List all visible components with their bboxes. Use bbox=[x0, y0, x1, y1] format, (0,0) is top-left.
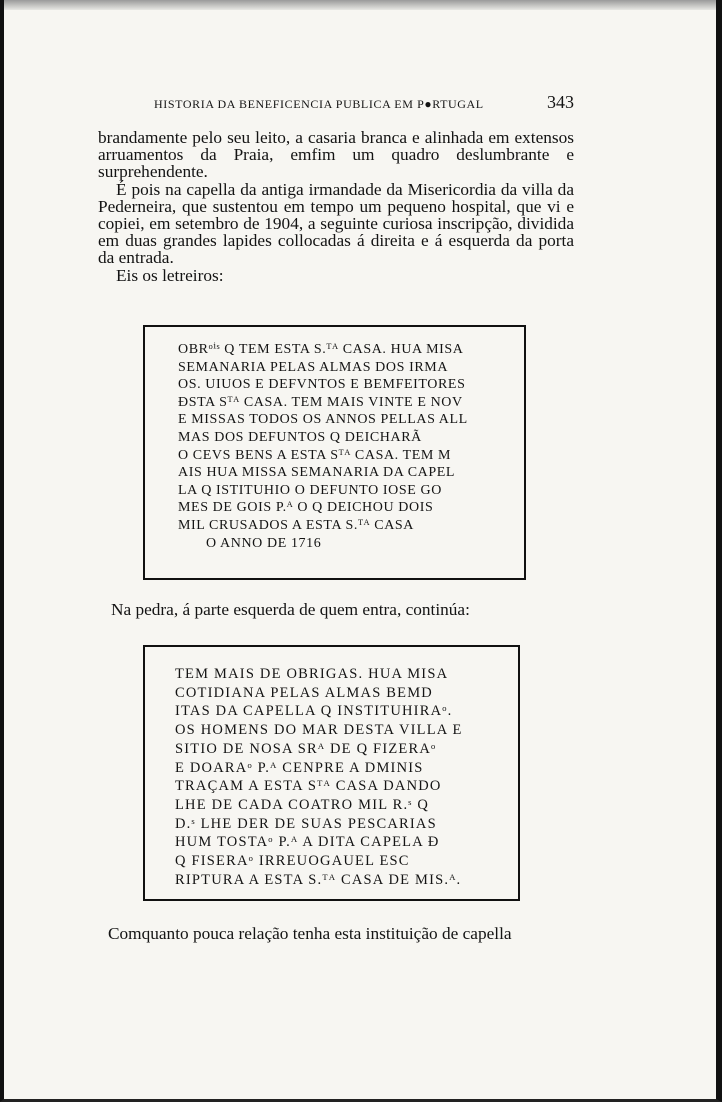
inscription-line: E DOARAᵒ P.ᴬ CENPRE A DMINIS bbox=[175, 759, 424, 776]
running-head: HISTORIA DA BENEFICENCIA PUBLICA EM P●RTUGAL bbox=[154, 97, 484, 111]
inscription-line: E MISSAS TODOS OS ANNOS PELLAS ALL bbox=[178, 412, 468, 428]
paragraph: É pois na capella da antiga irmandade da Misericordia da villa da Pederneira, que sustentou em tempo um pequeno hospital, que vi e copiei, em setembro de 1904, a seguinte curiosa inscripção, dividida em duas grandes lapides collocadas á direita e á esquerda da porta da entrada. bbox=[98, 179, 574, 268]
inscription-line: O ANNO DE 1716 bbox=[206, 535, 322, 551]
paragraph: brandamente pelo seu leito, a casaria branca e alinhada em extensos arruamentos da Praia, emfim um quadro deslumbrante e surprehendente. bbox=[98, 128, 574, 182]
inscription-line: OS HOMENS DO MAR DESTA VILLA E bbox=[175, 722, 463, 739]
inscription-line: OS. UIUOS E DEFVNTOS E BEMFEITORES bbox=[178, 377, 466, 393]
inscription-line: TEM MAIS DE OBRIGAS. HUA MISA bbox=[175, 666, 449, 682]
inscription-line: ÐSTA Sᵀᴬ CASA. TEM MAIS VINTE E NOV bbox=[178, 394, 463, 410]
caption: Na pedra, á parte esquerda de quem entra, continúa: bbox=[111, 600, 470, 619]
page-header bbox=[154, 92, 574, 113]
inscription-line: COTIDIANA PELAS ALMAS BEMD bbox=[175, 684, 433, 701]
inscription-line: OBRᵒⁱˢ Q TEM ESTA S.ᵀᴬ CASA. HUA MISA bbox=[178, 342, 464, 357]
scan-edge bbox=[4, 0, 716, 10]
inscription-box-1 bbox=[143, 325, 526, 580]
inscription-line: LHE DE CADA COATRO MIL R.ˢ Q bbox=[175, 796, 430, 813]
inscription-line: ITAS DA CAPELLA Q INSTITUHIRAᵒ. bbox=[175, 703, 453, 720]
inscription-line: LA Q ISTITUHIO O DEFUNTO IOSE GO bbox=[178, 482, 442, 498]
closing-line: Comquanto pouca relação tenha esta instituição de capella bbox=[108, 924, 512, 943]
inscription-line: O CEVS BENS A ESTA Sᵀᴬ CASA. TEM M bbox=[178, 447, 452, 463]
inscription-line: Q FISERAᵒ IRREUOGAUEL ESC bbox=[175, 853, 410, 870]
inscription-text bbox=[175, 665, 493, 889]
inscription-line: TRAÇAM A ESTA Sᵀᴬ CASA DANDO bbox=[175, 778, 442, 795]
inscription-line: D.ˢ LHE DER DE SUAS PESCARIAS bbox=[175, 815, 437, 832]
body-text bbox=[98, 129, 574, 284]
paragraph: Eis os letreiros: bbox=[116, 265, 224, 285]
inscription-text bbox=[178, 341, 498, 552]
inscription-line: MES DE GOIS P.ᴬ O Q DEICHOU DOIS bbox=[178, 500, 434, 516]
inscription-line: RIPTURA A ESTA S.ᵀᴬ CASA DE MIS.ᴬ. bbox=[175, 871, 462, 888]
inscription-line: HUM TOSTAᵒ P.ᴬ A DITA CAPELA Ð bbox=[175, 834, 440, 851]
inscription-line: SEMANARIA PELAS ALMAS DOS IRMA bbox=[178, 359, 449, 375]
inscription-box-2 bbox=[143, 645, 520, 901]
inscription-line: AIS HUA MISSA SEMANARIA DA CAPEL bbox=[178, 465, 456, 481]
inscription-line: MAS DOS DEFUNTOS Q DEICHARÃ bbox=[178, 429, 422, 445]
page-number: 343 bbox=[547, 92, 574, 112]
inscription-line: SITIO DE NOSA SRᴬ DE Q FIZERAᵒ bbox=[175, 740, 437, 757]
inscription-line: MIL CRUSADOS A ESTA S.ᵀᴬ CASA bbox=[178, 517, 415, 533]
